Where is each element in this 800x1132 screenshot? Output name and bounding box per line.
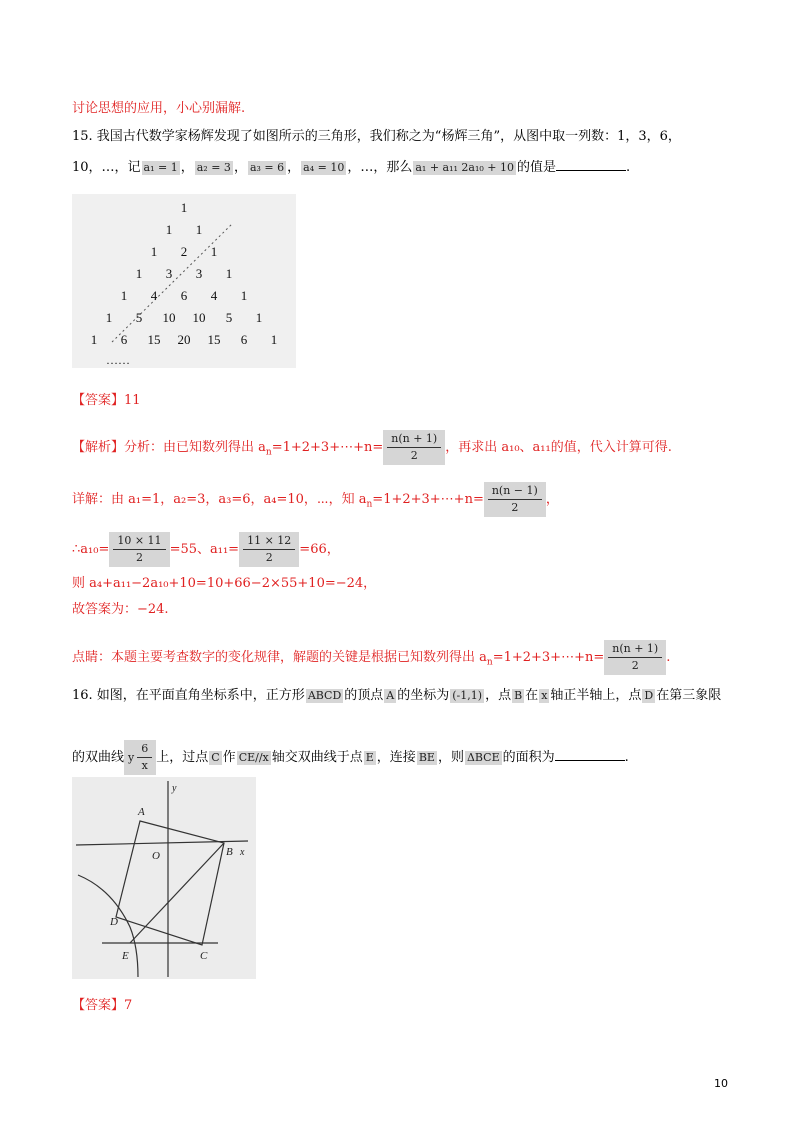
therefore-mid: =55、a₁₁=: [169, 542, 240, 557]
therefore-pre: ∴a₁₀=: [72, 542, 110, 557]
fraction-4: [239, 532, 299, 567]
q15-period: .: [626, 160, 631, 175]
triangle-number: 1: [270, 332, 278, 347]
line-be: [130, 843, 224, 943]
coord-a-label: (-1,1): [452, 688, 483, 702]
q15-line2-c: 的值是: [517, 160, 557, 175]
fraction-1-num: n(n + 1): [387, 431, 441, 448]
triangle-number: 10: [192, 310, 206, 325]
q15-analysis: [72, 430, 672, 465]
yanghui-triangle-figure: [72, 194, 296, 368]
fraction-5: [604, 640, 666, 675]
abcd-label: ABCD: [307, 688, 342, 702]
fraction-4-den: 2: [265, 551, 273, 564]
triangle-bce-label: ΔBCE: [466, 750, 500, 764]
fig-label-y: y: [172, 783, 177, 794]
square-hyperbola-figure: [72, 777, 256, 979]
detail-sub: n: [366, 499, 373, 510]
point-eq: =1+2+3+⋯+n=: [492, 650, 605, 665]
triangle-number: 20: [177, 332, 191, 347]
fraction-5-num: n(n + 1): [608, 641, 662, 658]
square-abcd: [116, 821, 224, 945]
triangle-number: 10: [162, 310, 176, 325]
hyperbola-den: x: [141, 759, 148, 772]
q16-answer: [72, 997, 132, 1015]
triangle-number: 6: [180, 288, 188, 303]
fraction-2: [484, 482, 546, 517]
fig-label-c: C: [200, 950, 208, 962]
answer-value: 11: [124, 393, 141, 408]
q16-answer-label: 【答案】: [72, 998, 125, 1013]
triangle-number: 2: [180, 244, 188, 259]
q16-line2-a: 的双曲线: [72, 750, 125, 765]
q15-line2-a: 10，…，记: [72, 160, 141, 175]
triangle-number: 1: [105, 310, 113, 325]
triangle-number: 6: [120, 332, 128, 347]
point-pre: 点睛：本题主要考查数字的变化规律，解题的关键是根据已知数列得出 a: [72, 650, 487, 665]
triangle-number: 1: [120, 288, 128, 303]
q16-line1-e: 在: [525, 688, 539, 703]
fraction-2-num: n(n − 1): [488, 483, 542, 500]
q16-line2-b: 上，过点: [156, 750, 209, 765]
q16-line1-g: 在第三象限: [656, 688, 722, 703]
point-b-label: B: [514, 688, 523, 702]
q15-detail: [72, 482, 559, 517]
fraction-3-den: 2: [135, 551, 143, 564]
q16-line2: [72, 740, 629, 775]
square-hyperbola-svg: [72, 777, 256, 979]
q16-line1-f: 轴正半轴上，点: [550, 688, 642, 703]
point-sub: n: [486, 657, 493, 668]
fig-label-x: x: [240, 847, 245, 858]
q16-line1: [72, 687, 721, 705]
point-e-label: E: [365, 750, 374, 764]
q16-line2-f: ，则: [437, 750, 464, 765]
a4-formula: a₄ = 10: [303, 160, 345, 174]
triangle-number: 4: [210, 288, 218, 303]
triangle-number: 1: [210, 244, 218, 259]
triangle-number: 1: [90, 332, 98, 347]
analysis-label: 【解析】: [72, 440, 125, 455]
analysis-sub: n: [265, 447, 272, 458]
answer-label: 【答案】: [72, 393, 125, 408]
triangle-number: 1: [195, 222, 203, 237]
detail-comma: ，: [545, 492, 559, 507]
fraction-4-num: 11 × 12: [243, 533, 295, 550]
triangle-dots: ……: [106, 353, 130, 367]
detail-eq: =1+2+3+⋯+n=: [372, 492, 484, 507]
hyperbola-formula: [124, 740, 156, 775]
q16-line2-e: ，连接: [376, 750, 416, 765]
triangle-number: 1: [135, 266, 143, 281]
triangle-number: 3: [195, 266, 203, 281]
fraction-1: [383, 430, 445, 465]
q16-line2-d: 轴交双曲线于点: [271, 750, 363, 765]
fraction-3: [109, 532, 169, 567]
q16-line2-c: 作: [222, 750, 236, 765]
page-number: 10: [714, 1077, 728, 1090]
fraction-1-den: 2: [410, 449, 418, 462]
triangle-number: 1: [255, 310, 263, 325]
point-tail: .: [666, 650, 671, 665]
a3-formula: a₃ = 6: [249, 160, 285, 174]
triangle-number: 1: [225, 266, 233, 281]
fig-label-b: B: [226, 846, 233, 858]
q16-answer-value: 7: [124, 998, 133, 1013]
therefore-tail: =66，: [299, 542, 340, 557]
q15-answer: [72, 392, 141, 410]
triangle-number: 5: [135, 310, 143, 325]
triangle-number: 5: [225, 310, 233, 325]
q16-line1-b: 的顶点: [344, 688, 384, 703]
q15-point: [72, 640, 670, 675]
top-note: 讨论思想的应用，小心别漏解.: [72, 101, 246, 116]
triangle-number: 1: [150, 244, 158, 259]
q15-line2-b: ，…，那么: [347, 160, 413, 175]
expr-formula: a₁ + a₁₁ 2a₁₀ + 10: [415, 160, 514, 174]
q16-line2-g: 的面积为: [502, 750, 555, 765]
q16-line1-a: 16. 如图，在平面直角坐标系中，正方形: [72, 688, 305, 703]
detail-pre: 详解：由 a₁=1，a₂=3，a₃=6，a₄=10，⋯，知 a: [72, 492, 367, 507]
triangle-number: 1: [240, 288, 248, 303]
answer-blank: [556, 158, 626, 171]
triangle-number: 1: [180, 200, 188, 215]
triangle-number: 15: [207, 332, 221, 347]
a1-formula: a₁ = 1: [143, 160, 178, 174]
triangle-number: 4: [150, 288, 158, 303]
q16-line1-c: 的坐标为: [397, 688, 450, 703]
fraction-2-den: 2: [511, 501, 519, 514]
fig-label-o: O: [152, 850, 160, 862]
triangle-number: 15: [147, 332, 161, 347]
hyperbola-curve: [78, 875, 138, 977]
fig-label-a: A: [138, 806, 145, 818]
point-a-label: A: [386, 688, 395, 702]
q16-answer-blank: [555, 748, 625, 761]
yanghui-triangle-svg: [72, 194, 296, 368]
q16-period: .: [624, 750, 629, 765]
triangle-number: 3: [165, 266, 173, 281]
q15-line1: 15. 我国古代数学家杨辉发现了如图所示的三角形，我们称之为“杨辉三角”，从图中取一列数：1，3，6，: [72, 129, 681, 144]
hyperbola-y: y: [128, 750, 135, 764]
a2-formula: a₂ = 3: [196, 160, 231, 174]
q15-then-line: 则 a₄+a₁₁−2a₁₀+10=10+66−2×55+10=−24，: [72, 576, 377, 591]
be-label: BE: [418, 750, 435, 764]
q15-so-line: 故答案为：−24.: [72, 602, 169, 617]
analysis-text: 分析：由已知数列得出 a: [124, 440, 266, 455]
triangle-number: 1: [165, 222, 173, 237]
q15-therefore: [72, 532, 340, 567]
analysis-tail: ，再求出 a₁₀、a₁₁的值，代入计算可得.: [445, 440, 672, 455]
fraction-3-num: 10 × 11: [113, 533, 165, 550]
hyperbola-num: 6: [137, 741, 152, 758]
q16-line1-d: ，点: [485, 688, 512, 703]
fraction-5-den: 2: [631, 659, 639, 672]
triangle-number: 6: [240, 332, 248, 347]
x-axis-label: x: [541, 688, 548, 702]
point-c-label: C: [211, 750, 220, 764]
ce-parallel-label: CE//x: [238, 750, 269, 764]
q15-line2: 10，…，记 a₁ = 1 ， a₂ = 3 ， a₃ = 6 ， a₄ = 10 ，…，那么 a₁ + a₁₁ 2a₁₀ + 10 的值是 .: [72, 160, 631, 175]
analysis-eq: =1+2+3+⋯+n=: [271, 440, 384, 455]
point-d-label: D: [644, 688, 654, 702]
fig-label-e: E: [122, 950, 129, 962]
fig-label-d: D: [110, 916, 118, 928]
